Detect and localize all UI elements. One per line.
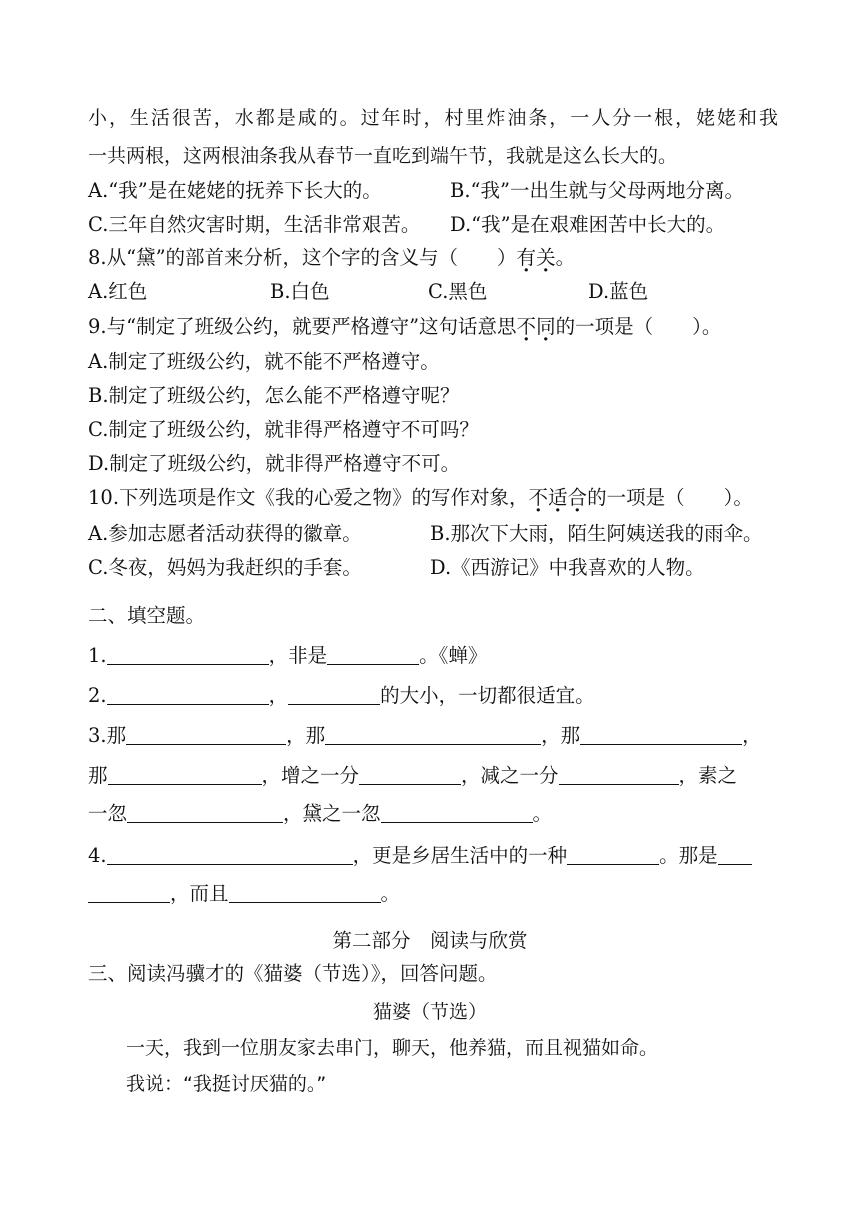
emphasis-char: 关 xyxy=(536,246,556,269)
emphasis-char: 合 xyxy=(567,486,588,509)
answer-blank[interactable] xyxy=(229,882,381,903)
q9-option-c: C.制定了班级公约，就非得严格遵守不可吗？ xyxy=(88,418,479,441)
fill-item-3 xyxy=(88,724,762,748)
fill-text: 一忽 xyxy=(88,802,128,825)
fill-text: 那 xyxy=(88,764,108,787)
fill-item-2 xyxy=(88,684,595,708)
answer-blank[interactable] xyxy=(288,684,380,705)
q7-option-a: A.“我”是在姥姥的抚养下长大的。 xyxy=(88,179,382,202)
answer-blank[interactable] xyxy=(718,844,752,865)
q8-stem xyxy=(88,246,575,270)
article-paragraph: 我说：“我挺讨厌猫的。” xyxy=(126,1073,327,1095)
q8-option-c: C.黑色 xyxy=(428,280,488,303)
answer-blank[interactable] xyxy=(381,802,533,823)
fill-text: ，那 xyxy=(286,724,326,747)
item-number: 3.那 xyxy=(88,724,127,747)
passage-line: 小，生活很苦，水都是咸的。过年时，村里炸油条，一人分一根，姥姥和我 xyxy=(88,107,778,129)
answer-blank[interactable] xyxy=(107,844,353,865)
fill-text: ，更是乡居生活中的一种 xyxy=(352,844,568,867)
q8-option-d: D.蓝色 xyxy=(588,280,649,303)
q9-stem-text: 9.与“制定了班级公约，就要严格遵守”这句话意思 xyxy=(88,315,517,338)
answer-blank[interactable] xyxy=(327,644,419,665)
q10-stem-end: 的一项是（ ）。 xyxy=(587,486,753,509)
answer-blank[interactable] xyxy=(107,684,269,705)
emphasis-char: 不 xyxy=(516,315,537,338)
q7-option-c: C.三年自然灾害时期，生活非常艰苦。 xyxy=(88,213,421,236)
passage-line: 一共两根，这两根油条我从春节一直吃到端午节，我就是这么长大的。 xyxy=(88,145,678,167)
q10-option-b: B.那次下大雨，陌生阿姨送我的雨伞。 xyxy=(430,522,763,545)
answer-blank[interactable] xyxy=(88,882,170,903)
section-heading: 三、阅读冯骥才的《猫婆（节选）》，回答问题。 xyxy=(88,962,498,985)
fill-item-3-cont xyxy=(88,802,552,826)
fill-text: 。《蝉》 xyxy=(419,644,488,667)
answer-blank[interactable] xyxy=(567,844,659,865)
emphasis-char: 适 xyxy=(548,486,568,509)
q8-option-b: B.白色 xyxy=(270,280,330,303)
part-title: 第二部分 阅读与欣赏 xyxy=(332,929,528,952)
answer-blank[interactable] xyxy=(580,724,742,745)
q10-stem xyxy=(88,486,753,510)
fill-text: ，增之一分 xyxy=(261,764,360,787)
fill-text: 。 xyxy=(380,882,401,905)
item-number: 4. xyxy=(88,844,107,867)
answer-blank[interactable] xyxy=(359,764,461,785)
fill-item-4 xyxy=(88,844,752,868)
fill-text: ，非是 xyxy=(268,644,328,667)
fill-text: ，减之一分 xyxy=(461,764,559,787)
fill-text: ，黛之一忽 xyxy=(283,802,381,825)
fill-text: ， xyxy=(268,684,289,707)
section-heading: 二、填空题。 xyxy=(88,604,206,627)
answer-blank[interactable] xyxy=(127,802,283,823)
answer-blank[interactable] xyxy=(559,764,679,785)
item-number: 2. xyxy=(88,684,107,707)
q7-option-b: B.“我”一出生就与父母两地分离。 xyxy=(450,179,744,202)
answer-blank[interactable] xyxy=(107,644,269,665)
fill-text: 的大小，一切都很适宜。 xyxy=(380,684,595,707)
emphasis-char: 不 xyxy=(528,486,549,509)
q8-stem-text: 8.从“黛”的部首来分析，这个字的含义与（ ） xyxy=(88,246,517,269)
answer-blank[interactable] xyxy=(325,724,541,745)
q7-option-d: D.“我”是在艰难困苦中长大的。 xyxy=(450,213,726,236)
fill-item-3-cont xyxy=(88,764,737,788)
fill-text: ，素之 xyxy=(678,764,738,787)
answer-blank[interactable] xyxy=(126,724,286,745)
q9-stem-end: 的一项是（ ）。 xyxy=(555,315,722,338)
emphasis-char: 有 xyxy=(516,246,537,269)
emphasis-char: 同 xyxy=(536,315,556,338)
fill-text: ，而且 xyxy=(170,882,229,905)
q10-option-c: C.冬夜，妈妈为我赶织的手套。 xyxy=(88,556,362,579)
q10-option-a: A.参加志愿者活动获得的徽章。 xyxy=(88,522,362,545)
q10-stem-text: 10.下列选项是作文《我的心爱之物》的写作对象， xyxy=(88,486,529,509)
q8-option-a: A.红色 xyxy=(88,280,148,303)
fill-text: 。 xyxy=(532,802,553,825)
q9-option-d: D.制定了班级公约，就非得严格遵守不可。 xyxy=(88,452,461,475)
answer-blank[interactable] xyxy=(108,764,262,785)
article-paragraph: 一天，我到一位朋友家去串门，聊天，他养猫，而且视猫如命。 xyxy=(126,1037,659,1059)
fill-text: ，那 xyxy=(541,724,581,747)
q10-option-d: D.《西游记》中我喜欢的人物。 xyxy=(430,556,705,579)
q9-stem xyxy=(88,315,721,339)
fill-text: 。那是 xyxy=(659,844,718,867)
fill-item-4-cont xyxy=(88,882,400,906)
q9-option-a: A.制定了班级公约，就不能不严格遵守。 xyxy=(88,350,440,373)
q9-option-b: B.制定了班级公约，怎么能不严格遵守呢？ xyxy=(88,384,460,407)
item-number: 1. xyxy=(88,644,107,667)
fill-item-1 xyxy=(88,644,487,668)
article-title: 猫婆（节选） xyxy=(372,1001,487,1023)
q8-stem-end: 。 xyxy=(555,246,576,269)
fill-text: ， xyxy=(742,724,762,747)
